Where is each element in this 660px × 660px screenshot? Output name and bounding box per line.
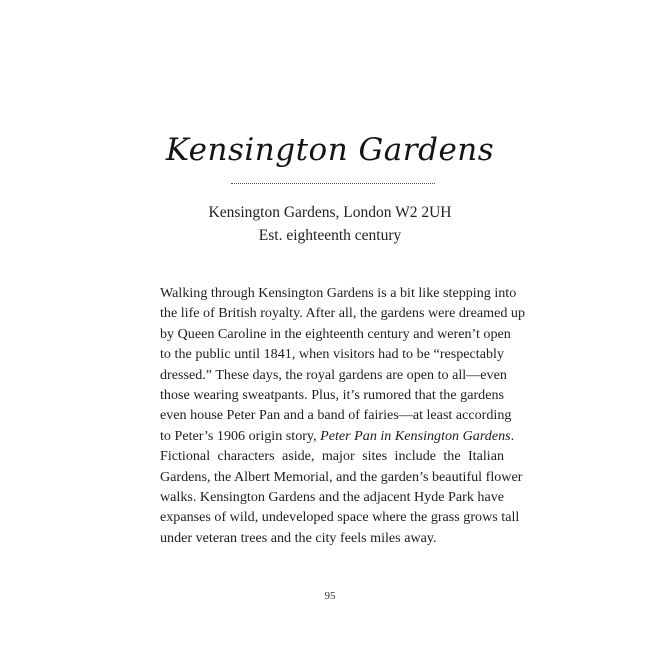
paragraph-line: Gardens, the Albert Memorial, and the garden’s beautiful flower — [160, 468, 523, 485]
title-divider — [231, 183, 435, 184]
page-title: Kensington Gardens — [165, 132, 495, 168]
origin-prefix: to Peter’s 1906 origin story, — [160, 427, 321, 444]
paragraph-line: expanses of wild, undeveloped space where the grass grows tall — [160, 509, 520, 526]
page-number: 95 — [324, 590, 336, 602]
paragraph-line: Walking through Kensington Gardens is a bit like stepping into — [160, 285, 517, 301]
paragraph-line: by Queen Caroline in the eighteenth century and weren’t open — [160, 325, 511, 342]
established-line: Est. eighteenth century — [258, 227, 402, 244]
body-paragraph — [160, 283, 526, 548]
paragraph-line: walks. Kensington Gardens and the adjacent Hyde Park have — [160, 488, 505, 505]
paragraph-line: under veteran trees and the city feels miles away. — [160, 529, 437, 546]
origin-suffix: . — [510, 427, 515, 444]
paragraph-line-origin — [160, 426, 515, 446]
paragraph-line: the life of British royalty. After all, the gardens were dreamed up — [160, 305, 526, 322]
address-line: Kensington Gardens, London W2 2UH — [208, 204, 452, 221]
paragraph-line: dressed.” These days, the royal gardens are open to all—even — [160, 366, 507, 383]
paragraph-line: Fictional characters aside, major sites include the Italian — [160, 448, 504, 465]
book-title-italic: Peter Pan in Kensington Gardens — [320, 427, 511, 444]
paragraph-line: to the public until 1841, when visitors had to be “respectably — [160, 346, 504, 363]
paragraph-line: even house Peter Pan and a band of fairies—at least according — [160, 407, 512, 424]
paragraph-line: those wearing sweatpants. Plus, it’s rumored that the gardens — [160, 386, 504, 403]
